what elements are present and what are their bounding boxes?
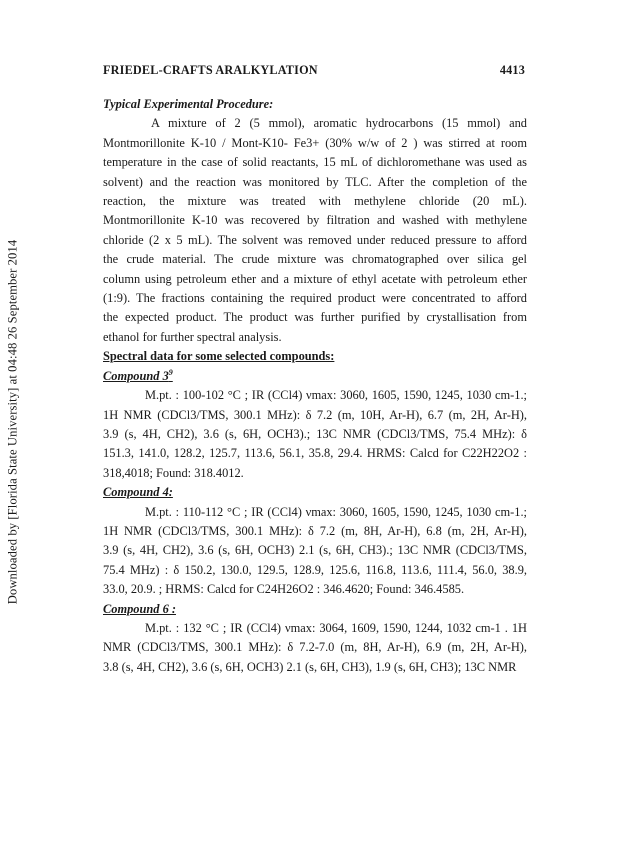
compound-data [103, 386, 527, 483]
compound-block [103, 600, 527, 678]
procedure-paragraph [103, 114, 527, 347]
compound-heading: Compound $3^9$ [103, 367, 173, 383]
download-watermark-text: Downloaded by [Florida State University] at 04:48 26 September 2014 [5, 239, 20, 605]
text-line: chloride (2 x 5 mL). The solvent was removed under reduced pressure to afford [103, 232, 527, 247]
text-line: the crude material. The crude mixture was chromatographed over silica gel [103, 252, 527, 267]
running-header [103, 63, 525, 81]
text-line: 1H NMR (CDCl3/TMS, 300.1 MHz): δ 7.2 (m, 8H, Ar-H), 6.8 (m, 2H, Ar-H), [103, 523, 527, 538]
compound-data [103, 503, 527, 600]
compound-heading: Compound 4: [103, 485, 173, 500]
text-line: 75.4 MHz) : δ 150.2, 130.0, 129.5, 128.9, 125.6, 116.8, 113.6, 111.4, 56.0, 38.9, [103, 562, 527, 577]
text-line: M.pt. : 110-112 °C ; IR (CCl4) νmax: 3060, 1605, 1590, 1245, 1030 cm-1.; [145, 504, 527, 519]
text-line: 318,4018; Found: 318.4012. [103, 465, 244, 480]
compound-block [103, 367, 527, 483]
procedure-heading: Typical Experimental Procedure: [103, 97, 274, 111]
running-title: FRIEDEL-CRAFTS ARALKYLATION [103, 63, 318, 77]
text-line: Montmorillonite K-10 / Mont-K10- Fe3+ (30% w/w of 2 ) was stirred at room [103, 135, 527, 150]
text-line: reaction, the mixture was treated with methylene chloride (20 mL). [103, 194, 527, 209]
text-line: ethanol for further spectral analysis. [103, 329, 282, 344]
text-line: temperature in the case of solid reactants, 15 mL of dichloromethane was used as [103, 155, 527, 170]
text-line: M.pt. : 100-102 °C ; IR (CCl4) νmax: 3060, 1605, 1590, 1245, 1030 cm-1.; [145, 388, 527, 403]
text-line: M.pt. : 132 °C ; IR (CCl4) νmax: 3064, 1609, 1590, 1244, 1032 cm-1 . 1H [145, 620, 527, 635]
download-watermark [2, 222, 24, 622]
text-line: 3.9 (s, 4H, CH2), 3.6 (s, 6H, OCH3) 2.1 (s, 6H, CH3).; 13C NMR (CDCl3/TMS, [103, 543, 527, 558]
text-line: column using petroleum ether and a mixture of ethyl acetate with petroleum ether [103, 271, 527, 286]
text-line: 1H NMR (CDCl3/TMS, 300.1 MHz): δ 7.2 (m, 10H, Ar-H), 6.7 (m, 2H, Ar-H), [103, 407, 527, 422]
text-line: (1:9). The fractions containing the required product were concentrated to afford [103, 291, 527, 306]
text-line: Montmorillonite K-10 was recovered by filtration and washed with methylene [103, 213, 527, 228]
compound-data [103, 619, 527, 677]
text-line: solvent) and the reaction was monitored by TLC. After the completion of the [103, 174, 527, 189]
compound-heading: Compound 6 : [103, 601, 176, 616]
page-number: 4413 [499, 63, 525, 77]
text-line: 33.0, 20.9. ; HRMS: Calcd for C24H26O2 : 346.4620; Found: 346.4585. [103, 582, 465, 597]
text-line: 151.3, 141.0, 128.2, 125.7, 113.6, 56.1, 35.8, 29.4. HRMS: Calcd for C22H22O2 : [103, 446, 527, 461]
text-line: A mixture of 2 (5 mmol), aromatic hydrocarbons (15 mmol) and [151, 116, 527, 131]
spectral-data-heading: Spectral data for some selected compounds: [103, 349, 335, 364]
text-line: 3.8 (s, 4H, CH2), 3.6 (s, 6H, OCH3) 2.1 (s, 6H, CH3), 1.9 (s, 6H, CH3); 13C NMR [103, 659, 517, 674]
text-line: 3.9 (s, 4H, CH2), 3.6 (s, 6H, OCH3).; 13C NMR (CDCl3/TMS, 75.4 MHz): δ [103, 426, 527, 441]
text-line: NMR (CDCl3/TMS, 300.1 MHz): δ 7.2-7.0 (m, 8H, Ar-H), 6.9 (m, 2H, Ar-H), [103, 640, 527, 655]
compound-block [103, 483, 527, 599]
text-line: the expected product. The product was further purified by crystallisation from [103, 310, 527, 325]
article-body [103, 95, 527, 677]
